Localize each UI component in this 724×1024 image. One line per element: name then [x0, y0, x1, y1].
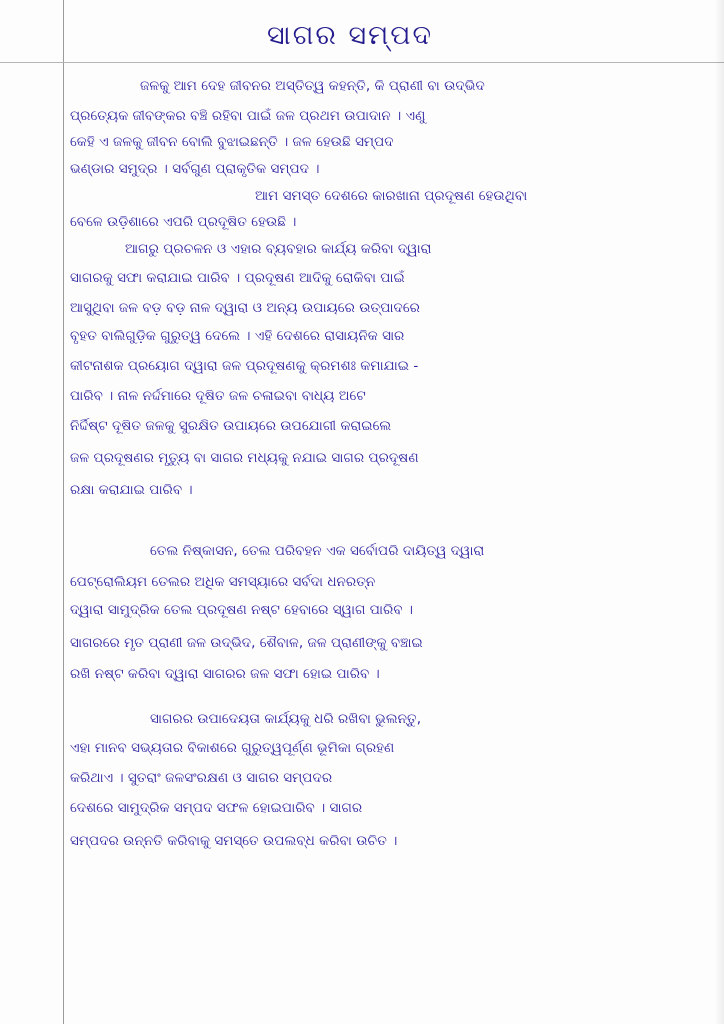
- text-line: ବେଳେ ଉଡ଼ିଶାରେ ଏପରି ପ୍ରଦୂଷିତ ହେଉଛି ।: [70, 214, 297, 230]
- text-line: ଦ୍ୱାରା ସାମୁଦ୍ରିକ ତେଲ ପ୍ରଦୂଷଣ ନଷ୍ଟ ହେବାରେ ସ୍ୱାଗ ପାରିବ ।: [70, 602, 414, 618]
- text-line: ଭଣ୍ଡାର ସମୁଦ୍ର । ସର୍ବଗୁଣ ପ୍ରାକୃତିକ ସମ୍ପଦ ।: [70, 161, 320, 177]
- margin-line: [63, 0, 64, 1024]
- text-line: ତେଲ ନିଷ୍କାସନ, ତେଲ ପରିବହନ ଏକ ସର୍ବୋପରି ଦାୟିତ୍ୱ ଦ୍ୱାରା: [150, 543, 485, 559]
- text-line: କୀଟନାଶକ ପ୍ରୟୋଗ ଦ୍ୱାରା ଜଳ ପ୍ରଦୂଷଣକୁ କ୍ରମଶଃ କମାଯାଇ -: [70, 358, 419, 374]
- text-line: ସାଗରରେ ମୃତ ପ୍ରାଣୀ ଜଳ ଉଦ୍ଭିଦ, ଶୈବାଳ, ଜଳ ପ୍ରାଣୀଙ୍କୁ ବଞ୍ଚାଇ: [70, 635, 423, 651]
- text-line: ଦେଶରେ ସାମୁଦ୍ରିକ ସମ୍ପଦ ସଫଳ ହୋଇପାରିବ । ସାଗର: [70, 800, 363, 816]
- page-title: ସାଗର ସମ୍ପଦ: [266, 20, 434, 51]
- text-line: ଜଳକୁ ଆମ ଦେହ ଜୀବନର ଅସ୍ତିତ୍ୱ କହନ୍ତି, କି ପ୍ରାଣୀ ବା ଉଦ୍ଭିଦ: [140, 78, 485, 94]
- text-line: ପ୍ରତ୍ୟେକ ଜୀବଙ୍କର ବଞ୍ଚି ରହିବା ପାଇଁ ଜଳ ପ୍ରଥମ ଉପାଦାନ । ଏଣୁ: [70, 108, 426, 124]
- top-rule-line: [0, 62, 724, 63]
- text-line: ସମ୍ପଦର ଉନ୍ନତି କରିବାକୁ ସମସ୍ତେ ଉପଲବ୍ଧ କରିବା ଉଚିତ ।: [70, 833, 398, 849]
- text-line: ବୃହତ ବାଲିଗୁଡ଼ିକ ଗୁରୁତ୍ୱ ଦେଲେ । ଏହି ଦେଶରେ ରାସାୟନିକ ସାର: [70, 328, 405, 344]
- text-line: କେହି ଏ ଜଳକୁ ଜୀବନ ବୋଲି ବୁଝାଇଛନ୍ତି । ଜଳ ହେଉଛି ସମ୍ପଦ: [70, 134, 394, 150]
- text-line: ସାଗରକୁ ସଫା କରାଯାଇ ପାରିବ । ପ୍ରଦୂଷଣ ଆଦିକୁ ରୋକିବା ପାଇଁ: [70, 270, 405, 286]
- text-line: ରଖି ନଷ୍ଟ କରିବା ଦ୍ୱାରା ସାଗରର ଜଳ ସଫା ହୋଇ ପାରିବ ।: [70, 666, 380, 682]
- text-line: ପାରିବ । ନାଳ ନର୍ଦ୍ଦମାରେ ଦୂଷିତ ଜଳ ଚଳାଇବା ବାଧ୍ୟ ଅଟେ: [70, 388, 366, 404]
- text-line: ଆଗରୁ ପ୍ରଚଳନ ଓ ଏହାର ବ୍ୟବହାର କାର୍ଯ୍ୟ କରିବା ଦ୍ୱାରା: [125, 241, 432, 257]
- text-line: ସାଗରର ଉପାଦେୟତା କାର୍ଯ୍ୟକୁ ଧରି ରଖିବା ଭୁଲନ୍ତୁ,: [150, 711, 422, 727]
- text-line: ଆସୁଥିବା ଜଳ ବଡ଼ ବଡ଼ ନାଳ ଦ୍ୱାରା ଓ ଅନ୍ୟ ଉପାୟରେ ଉତ୍ପାଦରେ: [70, 300, 420, 316]
- text-line: ଜଳ ପ୍ରଦୂଷଣର ମୃତ୍ୟୁ ବା ସାଗର ମଧ୍ୟକୁ ନଯାଇ ସାଗର ପ୍ରଦୂଷଣ: [70, 450, 419, 466]
- text-line: କରିଥାଏ । ସୁତରାଂ ଜଳସଂରକ୍ଷଣ ଓ ସାଗର ସମ୍ପଦର: [70, 770, 333, 786]
- text-line: ଏହା ମାନବ ସଭ୍ୟତାର ବିକାଶରେ ଗୁରୁତ୍ୱପୂର୍ଣ୍ଣ ଭୂମିକା ଗ୍ରହଣ: [70, 740, 395, 756]
- text-line: ଆମ ସମସ୍ତ ଦେଶରେ କାରଖାନା ପ୍ରଦୂଷଣ ହେଉଥିବା: [255, 188, 528, 204]
- page-edge-shadow: [714, 0, 724, 1024]
- text-line: ରକ୍ଷା କରାଯାଇ ପାରିବ ।: [70, 482, 193, 498]
- text-line: ନିର୍ଦ୍ଦିଷ୍ଟ ଦୂଷିତ ଜଳକୁ ସୁରକ୍ଷିତ ଉପାୟରେ ଉପଯୋଗୀ କରାଇଲେ: [70, 418, 392, 434]
- text-line: ପେଟ୍ରୋଲିୟମ ତେଲର ଅଧିକ ସମସ୍ୟାରେ ସର୍ବଦା ଧନରତ୍ନ: [70, 574, 376, 590]
